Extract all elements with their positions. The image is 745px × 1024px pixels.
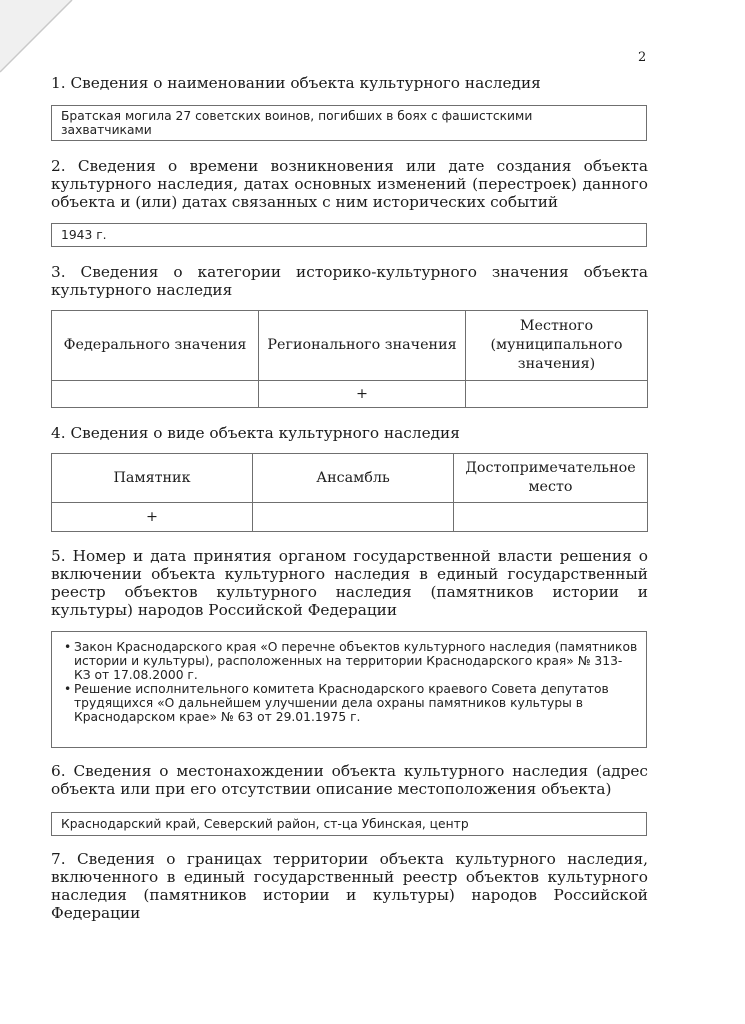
section-7-title: 7. Сведения о границах территории объекта культурного наследия, включенного в единый государственный реестр объектов культурного наследия (памятников истории и культуры) народов Российской Федерации <box>51 850 648 922</box>
section-1-title: 1. Сведения о наименовании объекта культурного наследия <box>51 74 541 92</box>
registry-decisions-box <box>51 631 647 748</box>
creation-date-value: 1943 г. <box>61 228 107 242</box>
location-box <box>51 812 647 836</box>
registry-decision-item: • Решение исполнительного комитета Краснодарского краевого Совета депутатов трудящихся «О дальнейшем улучшении дела охраны памятников культуры в Краснодарском крае» № 63 от 29.01.1975 г. <box>64 682 638 724</box>
category-value-local <box>466 381 648 408</box>
category-header-federal: Федерального значения <box>52 311 259 381</box>
section-6-title: 6. Сведения о местонахождении объекта культурного наследия (адрес объекта или при его отсутствии описание местоположения объекта) <box>51 762 648 798</box>
category-header-local: Местного (муниципального значения) <box>466 311 648 381</box>
type-header-ensemble: Ансамбль <box>253 454 454 503</box>
section-2-title: 2. Сведения о времени возникновения или дате создания объекта культурного наследия, датах основных изменений (перестроек) данного объекта и (или) датах связанных с ним исторических событий <box>51 157 648 211</box>
creation-date-box <box>51 223 647 247</box>
section-3-title: 3. Сведения о категории историко-культурного значения объекта культурного наследия <box>51 263 648 299</box>
object-name-box <box>51 105 647 141</box>
type-header-landmark: Достопримечательное место <box>454 454 648 503</box>
type-header-monument: Памятник <box>52 454 253 503</box>
location-value: Краснодарский край, Северский район, ст-ца Убинская, центр <box>61 817 469 831</box>
category-value-federal <box>52 381 259 408</box>
type-value-monument: + <box>52 503 253 532</box>
type-value-landmark <box>454 503 648 532</box>
category-value-regional: + <box>259 381 466 408</box>
type-value-ensemble <box>253 503 454 532</box>
section-4-title: 4. Сведения о виде объекта культурного наследия <box>51 424 460 442</box>
object-type-table <box>51 453 648 532</box>
category-header-regional: Регионального значения <box>259 311 466 381</box>
category-table <box>51 310 648 408</box>
object-name-value: Братская могила 27 советских воинов, погибших в боях с фашистскими захватчиками <box>61 109 533 137</box>
registry-decisions-list <box>52 632 646 732</box>
section-5-title: 5. Номер и дата принятия органом государственной власти решения о включении объекта культурного наследия в единый государственный реестр объектов культурного наследия (памятников истории и культуры) народов Российской Федерации <box>51 547 648 619</box>
registry-decision-item: • Закон Краснодарского края «О перечне объектов культурного наследия (памятников истории и культуры), расположенных на территории Краснодарского края» № 313-КЗ от 17.08.2000 г. <box>64 640 638 682</box>
page-number: 2 <box>638 50 647 65</box>
